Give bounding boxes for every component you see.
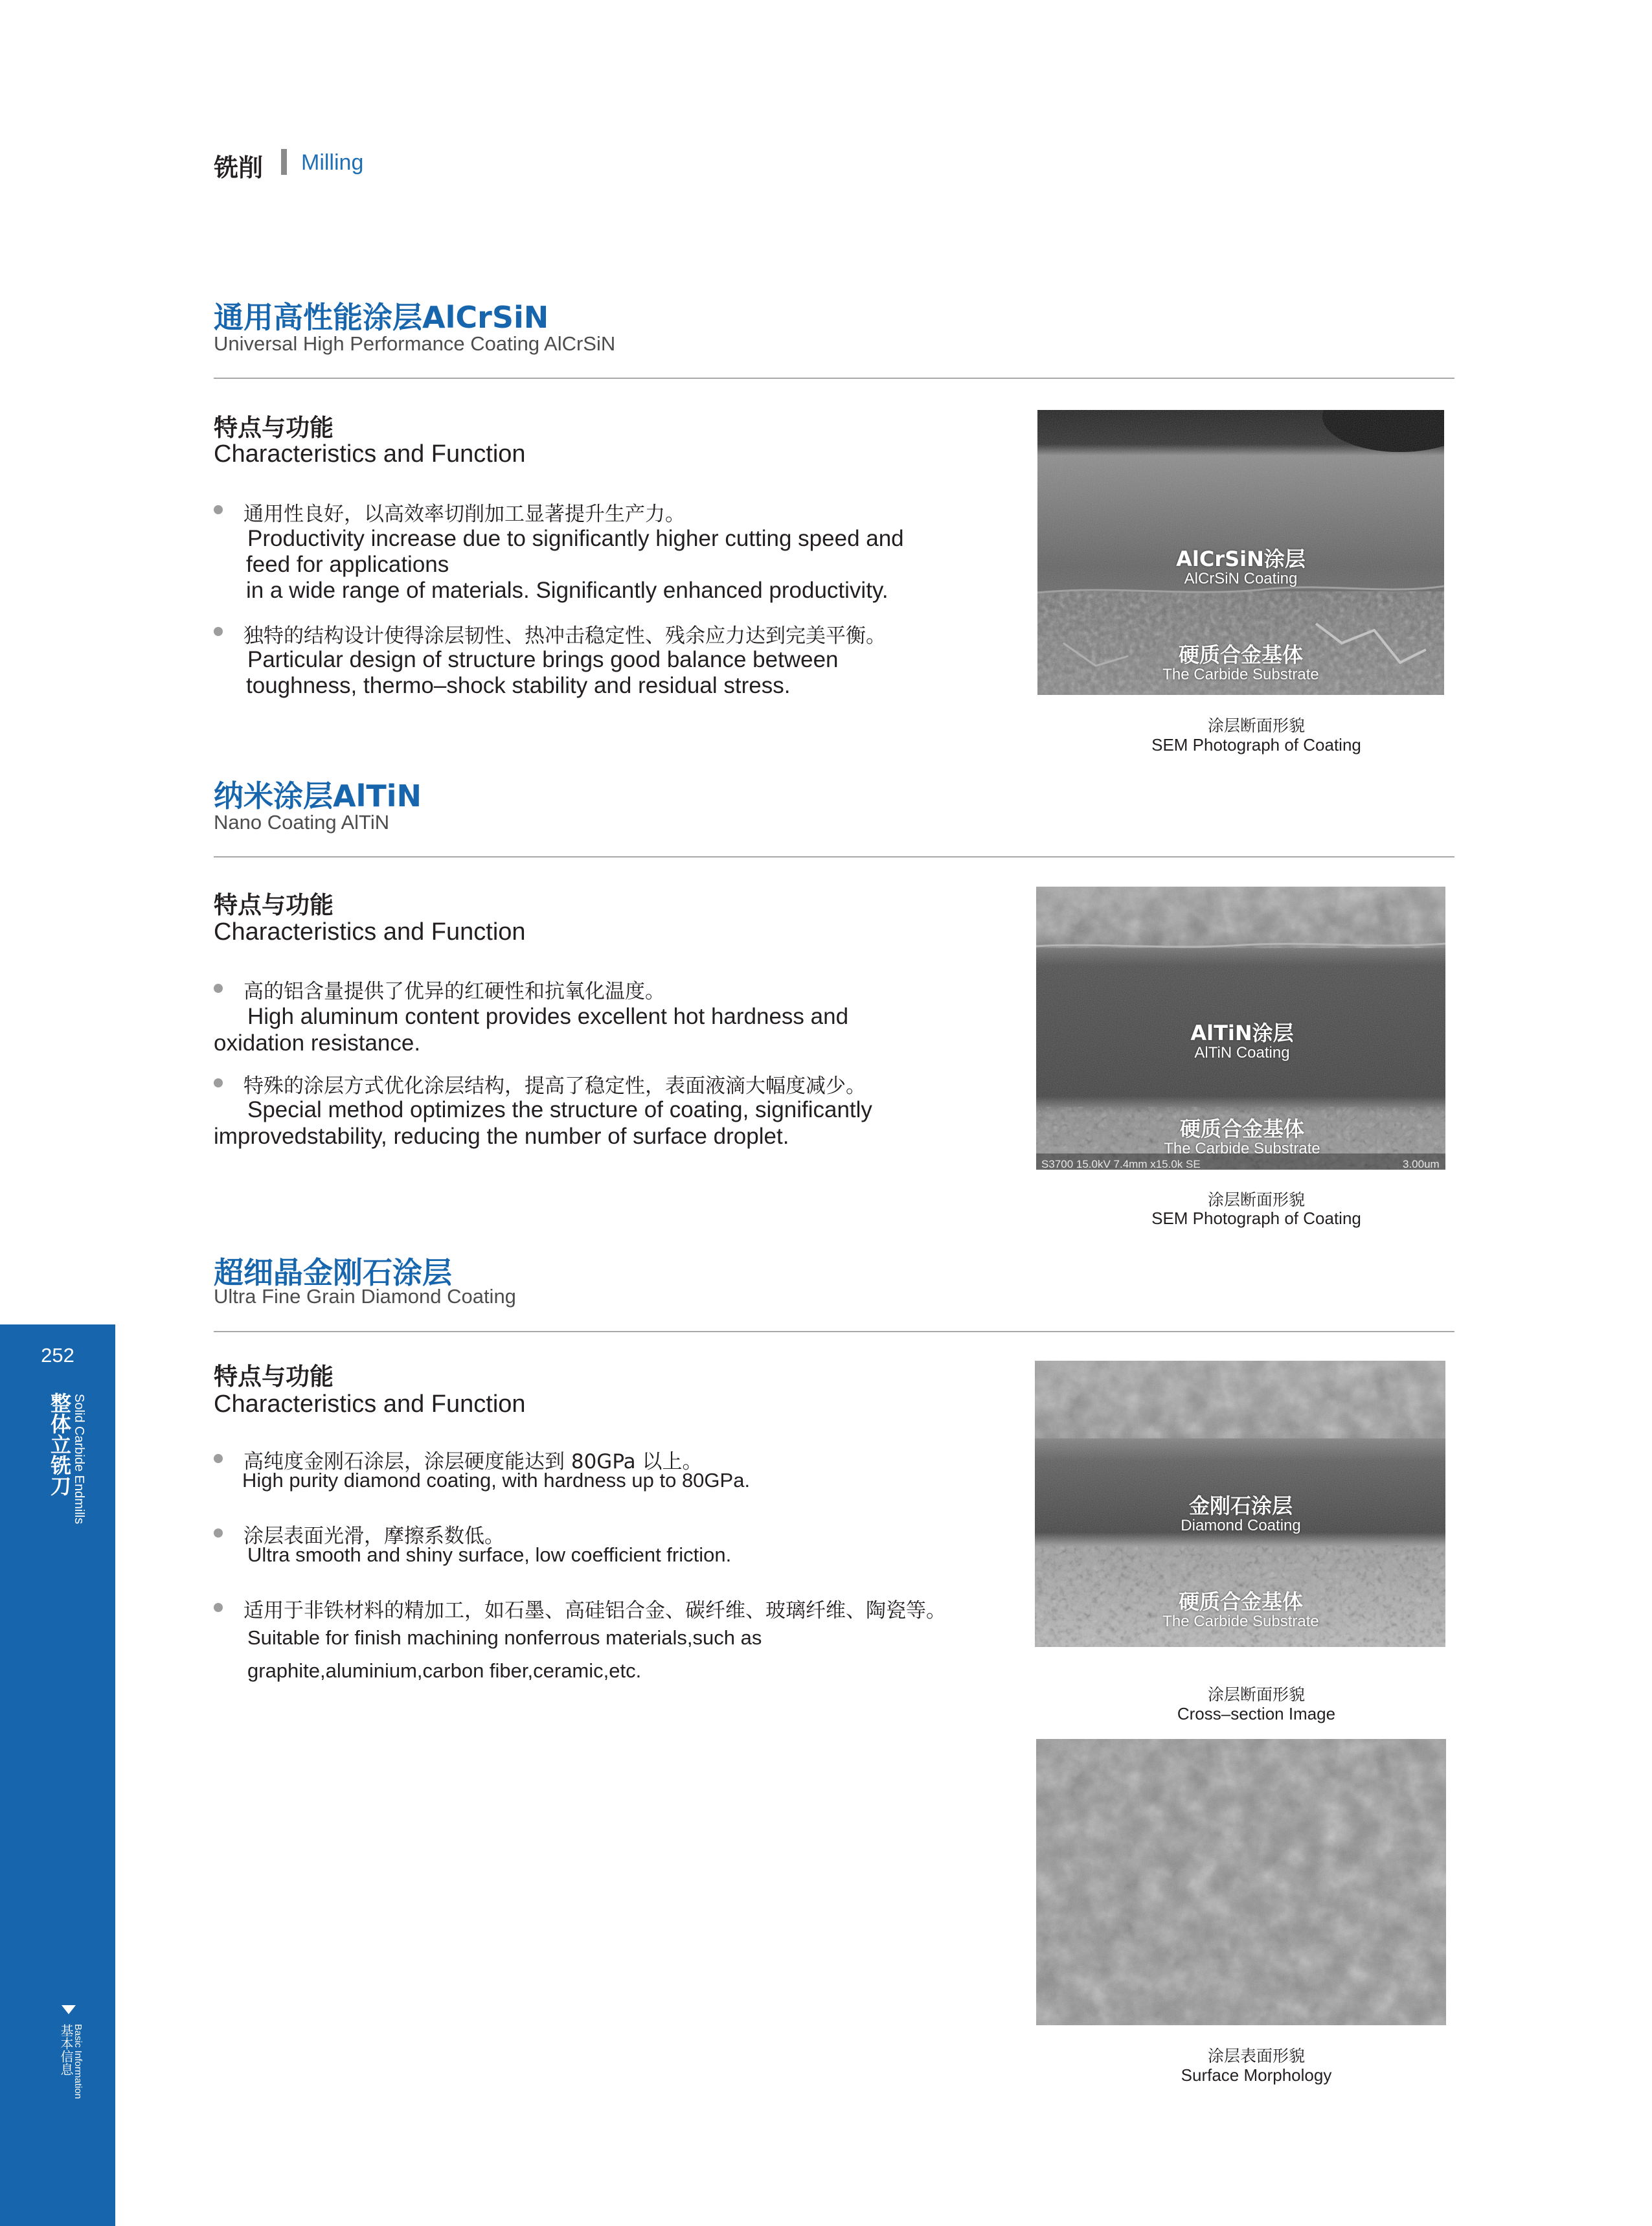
section-3-title-cn: 超细晶金刚石涂层 xyxy=(214,1255,452,1290)
header-chapter-cn: 铣削 xyxy=(214,153,264,182)
section-3-bullet-3-en-line-2: graphite,aluminium,carbon fiber,ceramic,etc. xyxy=(247,1659,642,1682)
section-1-char-en: Characteristics and Function xyxy=(214,440,526,468)
photo-caption-cn: 涂层断面形貌 xyxy=(1207,1685,1305,1704)
section-2-bullet-2-en-line-2: improvedstability, reducing the number of surface droplet. xyxy=(214,1124,789,1149)
photo-caption-en: Cross–section Image xyxy=(1177,1704,1336,1723)
header-divider xyxy=(281,149,287,175)
triangle-down-icon xyxy=(62,2005,76,2014)
page-number: 252 xyxy=(41,1344,74,1367)
section-1-char-cn: 特点与功能 xyxy=(214,414,334,442)
section-1-bullet-1-en-line-2: feed for applications xyxy=(246,552,449,577)
section-1-bullet-1-cn: 通用性良好，以高效率切削加工显著提升生产力。 xyxy=(243,503,685,526)
side-tab-label-cn: 整体立铣刀 xyxy=(47,1392,72,1496)
bullet-dot xyxy=(214,627,223,636)
sem-label-coating-en: AlCrSiN Coating xyxy=(1184,570,1298,587)
section-1-bullet-1-en-line-3: in a wide range of materials. Significantly enhanced productivity. xyxy=(246,578,888,603)
sem-label-substrate-en: The Carbide Substrate xyxy=(1164,1140,1320,1157)
sem-photo-diamond-surface xyxy=(1036,1739,1446,2025)
section-1-rule xyxy=(214,378,1454,379)
sem-label-coating-en: Diamond Coating xyxy=(1181,1517,1301,1534)
section-3-bullet-3-en-line-1: Suitable for finish machining nonferrous materials,such as xyxy=(247,1626,762,1649)
section-3-bullet-1-cn: 高纯度金刚石涂层，涂层硬度能达到 80GPa 以上。 xyxy=(243,1450,703,1473)
section-3-bullet-1-en: High purity diamond coating, with hardness up to 80GPa. xyxy=(242,1469,751,1492)
basic-info-link-en[interactable]: Basic Information xyxy=(73,2024,84,2099)
photo-caption-cn: 涂层断面形貌 xyxy=(1207,1190,1305,1209)
section-2-rule xyxy=(214,856,1454,857)
section-3-bullet-3-cn: 适用于非铁材料的精加工，如石墨、高硅铝合金、碳纤维、玻璃纤维、陶瓷等。 xyxy=(243,1599,946,1622)
sem-label-coating-cn: 金刚石涂层 xyxy=(1188,1493,1293,1518)
photo-caption-en: SEM Photograph of Coating xyxy=(1151,735,1361,755)
section-2-bullet-1-cn: 高的铝含量提供了优异的红硬性和抗氧化温度。 xyxy=(243,980,665,1003)
sem-info-scale: 3.00um xyxy=(1403,1158,1440,1170)
section-3-char-cn: 特点与功能 xyxy=(214,1363,334,1391)
sem-label-substrate-en: The Carbide Substrate xyxy=(1162,666,1319,683)
section-3-char-en: Characteristics and Function xyxy=(214,1391,526,1418)
photo-caption-en: SEM Photograph of Coating xyxy=(1151,1209,1361,1228)
section-3-bullet-2-en: Ultra smooth and shiny surface, low coefficient friction. xyxy=(247,1543,732,1566)
bullet-dot xyxy=(214,1603,223,1612)
section-1-title-en: Universal High Performance Coating AlCrSiN xyxy=(214,332,616,355)
section-2-bullet-1-en-line-1: High aluminum content provides excellent hot hardness and xyxy=(247,1004,849,1029)
section-2-char-en: Characteristics and Function xyxy=(214,918,526,946)
sem-info-left: S3700 15.0kV 7.4mm x15.0k SE xyxy=(1041,1158,1201,1170)
bullet-dot xyxy=(214,1528,223,1538)
sem-label-substrate-cn: 硬质合金基体 xyxy=(1179,1117,1304,1141)
bullet-dot xyxy=(214,505,223,514)
section-1-bullet-1-en-line-1: Productivity increase due to significantly higher cutting speed and xyxy=(247,526,904,551)
basic-info-link-cn[interactable]: 基本信息 xyxy=(58,2024,74,2076)
section-3-title-en: Ultra Fine Grain Diamond Coating xyxy=(214,1285,516,1308)
side-tab-label-en: Solid Carbide Endmills xyxy=(72,1394,86,1525)
section-2-char-cn: 特点与功能 xyxy=(214,891,334,919)
section-2-bullet-2-cn: 特殊的涂层方式优化涂层结构，提高了稳定性，表面液滴大幅度减少。 xyxy=(243,1074,866,1098)
header-chapter-en: Milling xyxy=(301,150,364,175)
section-2-title-cn: 纳米涂层AlTiN xyxy=(214,778,422,813)
surface-caption-cn: 涂层表面形貌 xyxy=(1207,2047,1305,2065)
surface-caption-en: Surface Morphology xyxy=(1181,2065,1332,2085)
section-1-bullet-2-en-line-2: toughness, thermo–shock stability and residual stress. xyxy=(246,673,791,698)
bullet-dot xyxy=(214,1078,223,1087)
sem-label-substrate-cn: 硬质合金基体 xyxy=(1178,642,1303,667)
section-1-bullet-2-en-line-1: Particular design of structure brings good balance between xyxy=(247,647,839,672)
sem-label-coating-cn: AlCrSiN涂层 xyxy=(1176,547,1306,571)
bullet-dot xyxy=(214,1454,223,1463)
sem-label-substrate-cn: 硬质合金基体 xyxy=(1178,1589,1303,1614)
section-1-bullet-2-cn: 独特的结构设计使得涂层韧性、热冲击稳定性、残余应力达到完美平衡。 xyxy=(243,624,886,648)
section-3-bullet-2-cn: 涂层表面光滑，摩擦系数低。 xyxy=(243,1525,504,1548)
sem-label-coating-en: AlTiN Coating xyxy=(1194,1044,1290,1062)
section-2-bullet-2-en-line-1: Special method optimizes the structure of coating, significantly xyxy=(247,1097,872,1122)
sem-label-substrate-en: The Carbide Substrate xyxy=(1162,1613,1319,1630)
section-3-rule xyxy=(214,1331,1454,1332)
section-2-bullet-1-en-line-2: oxidation resistance. xyxy=(214,1030,421,1056)
section-1-title-cn: 通用高性能涂层AlCrSiN xyxy=(214,300,549,335)
sem-label-coating-cn: AlTiN涂层 xyxy=(1190,1021,1294,1045)
section-2-title-en: Nano Coating AlTiN xyxy=(214,811,390,834)
bullet-dot xyxy=(214,984,223,993)
photo-caption-cn: 涂层断面形貌 xyxy=(1207,716,1305,735)
